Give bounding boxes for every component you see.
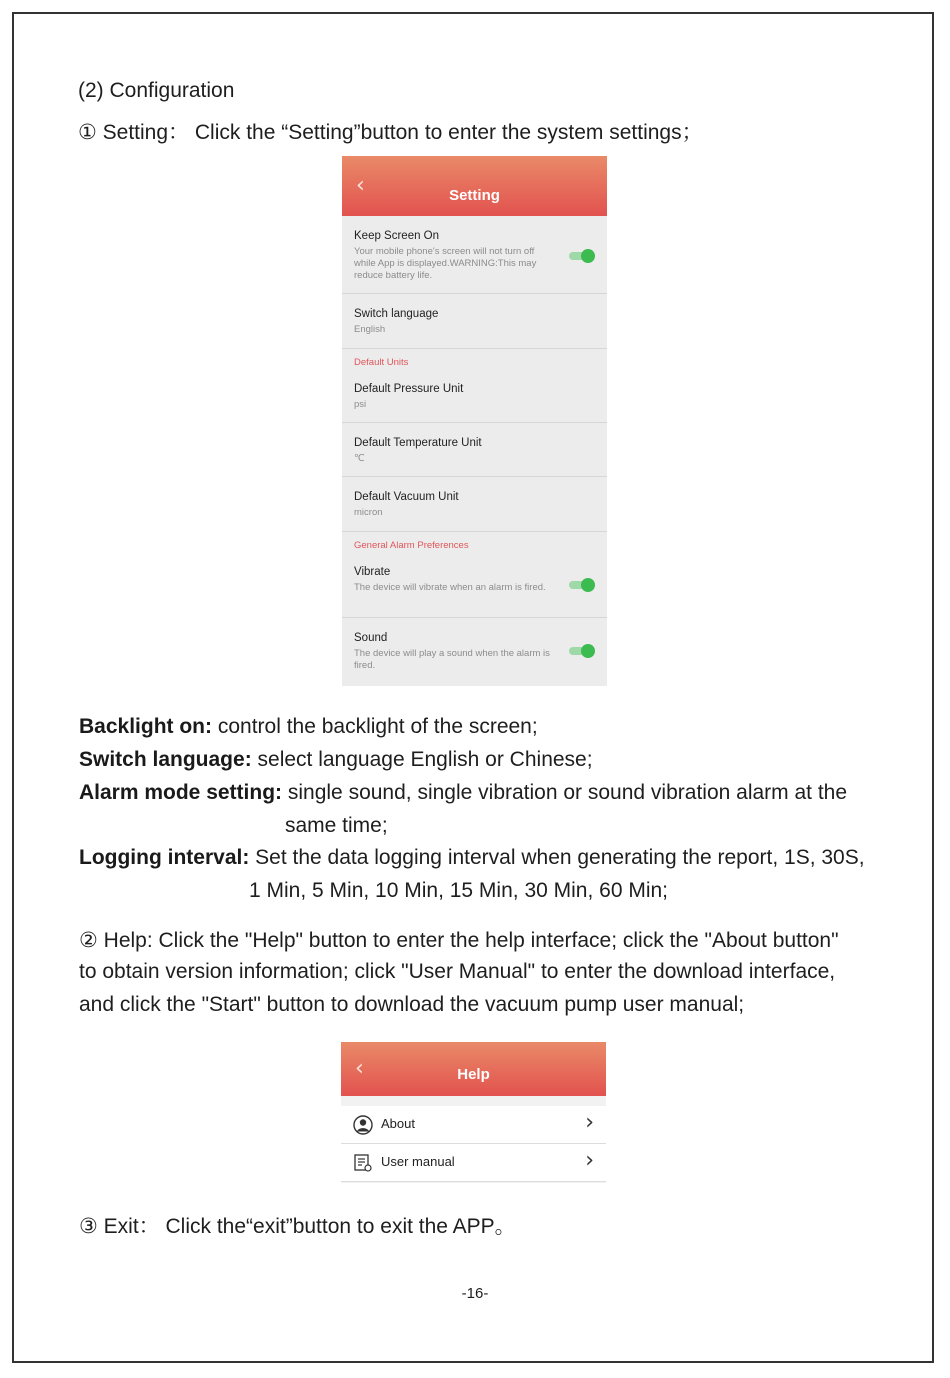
help-para-line-1: ② Help: Click the "Help" button to enter the help interface; click the "About button" [79, 929, 839, 952]
exit-instruction: ③ Exit： Click the“exit”button to exit the APP。 [79, 1215, 516, 1238]
vacuum-unit-row[interactable] [342, 477, 607, 532]
setting-screenshot [342, 156, 607, 686]
pressure-value: psi [354, 399, 367, 410]
help-header [341, 1042, 606, 1096]
units-section-label: Default Units [354, 357, 409, 368]
desc-alarm-cont: same time; [285, 814, 388, 837]
about-label: About [381, 1116, 415, 1131]
sound-desc: The device will play a sound when the alarm is fired. [354, 648, 550, 671]
alarm-section-label: General Alarm Preferences [354, 540, 469, 551]
temperature-title: Default Temperature Unit [354, 437, 482, 449]
about-row[interactable] [341, 1106, 606, 1144]
desc-logging: Logging interval: Set the data logging interval when generating the report, 1S, 30S, [79, 846, 865, 869]
sound-row[interactable] [342, 618, 607, 686]
keep-screen-title: Keep Screen On [354, 230, 440, 242]
document-icon [353, 1153, 373, 1173]
pressure-title: Default Pressure Unit [354, 383, 464, 395]
section-heading: (2) Configuration [78, 79, 235, 102]
help-para-line-2: to obtain version information; click "User Manual" to enter the download interface, [79, 960, 836, 983]
setting-title: Setting [449, 187, 500, 204]
help-title: Help [457, 1066, 490, 1083]
keep-screen-desc: Your mobile phone's screen will not turn off while App is displayed.WARNING:This may reduce battery life. [354, 246, 537, 281]
desc-backlight: Backlight on: control the backlight of the screen; [79, 715, 538, 738]
chevron-right-icon: › [585, 1148, 594, 1173]
pressure-unit-row[interactable] [342, 349, 607, 423]
help-para-line-3: and click the "Start" button to download the vacuum pump user manual; [79, 993, 745, 1016]
user-manual-label: User manual [381, 1154, 455, 1169]
desc-language: Switch language: select language English or Chinese; [79, 748, 593, 771]
vacuum-value: micron [354, 507, 383, 518]
user-icon [353, 1115, 373, 1135]
vibrate-title: Vibrate [354, 566, 391, 578]
vibrate-desc: The device will vibrate when an alarm is fired. [354, 582, 546, 593]
desc-alarm: Alarm mode setting: single sound, single vibration or sound vibration alarm at the [79, 781, 848, 804]
chevron-left-icon[interactable]: ‹ [356, 173, 365, 198]
setting-instruction: ① Setting： Click the “Setting”button to enter the system settings； [78, 121, 703, 144]
page-number: -16- [461, 1285, 489, 1302]
chevron-left-icon[interactable]: ‹ [355, 1056, 364, 1081]
user-manual-row[interactable] [341, 1144, 606, 1182]
vibrate-toggle[interactable] [569, 578, 593, 590]
setting-header [342, 156, 607, 216]
vibrate-row[interactable] [342, 532, 607, 618]
temperature-unit-row[interactable] [342, 423, 607, 477]
desc-logging-cont: 1 Min, 5 Min, 10 Min, 15 Min, 30 Min, 60 Min; [249, 879, 669, 902]
language-title: Switch language [354, 308, 439, 320]
sound-title: Sound [354, 632, 388, 644]
switch-language-row[interactable] [342, 294, 607, 349]
chevron-right-icon: › [585, 1110, 594, 1135]
language-value: English [354, 324, 386, 335]
keep-screen-row[interactable] [342, 216, 607, 294]
sound-toggle[interactable] [569, 644, 593, 656]
vacuum-title: Default Vacuum Unit [354, 491, 459, 503]
help-screenshot [341, 1042, 606, 1183]
temperature-value: ℃ [354, 453, 365, 464]
keep-screen-toggle[interactable] [569, 249, 593, 261]
